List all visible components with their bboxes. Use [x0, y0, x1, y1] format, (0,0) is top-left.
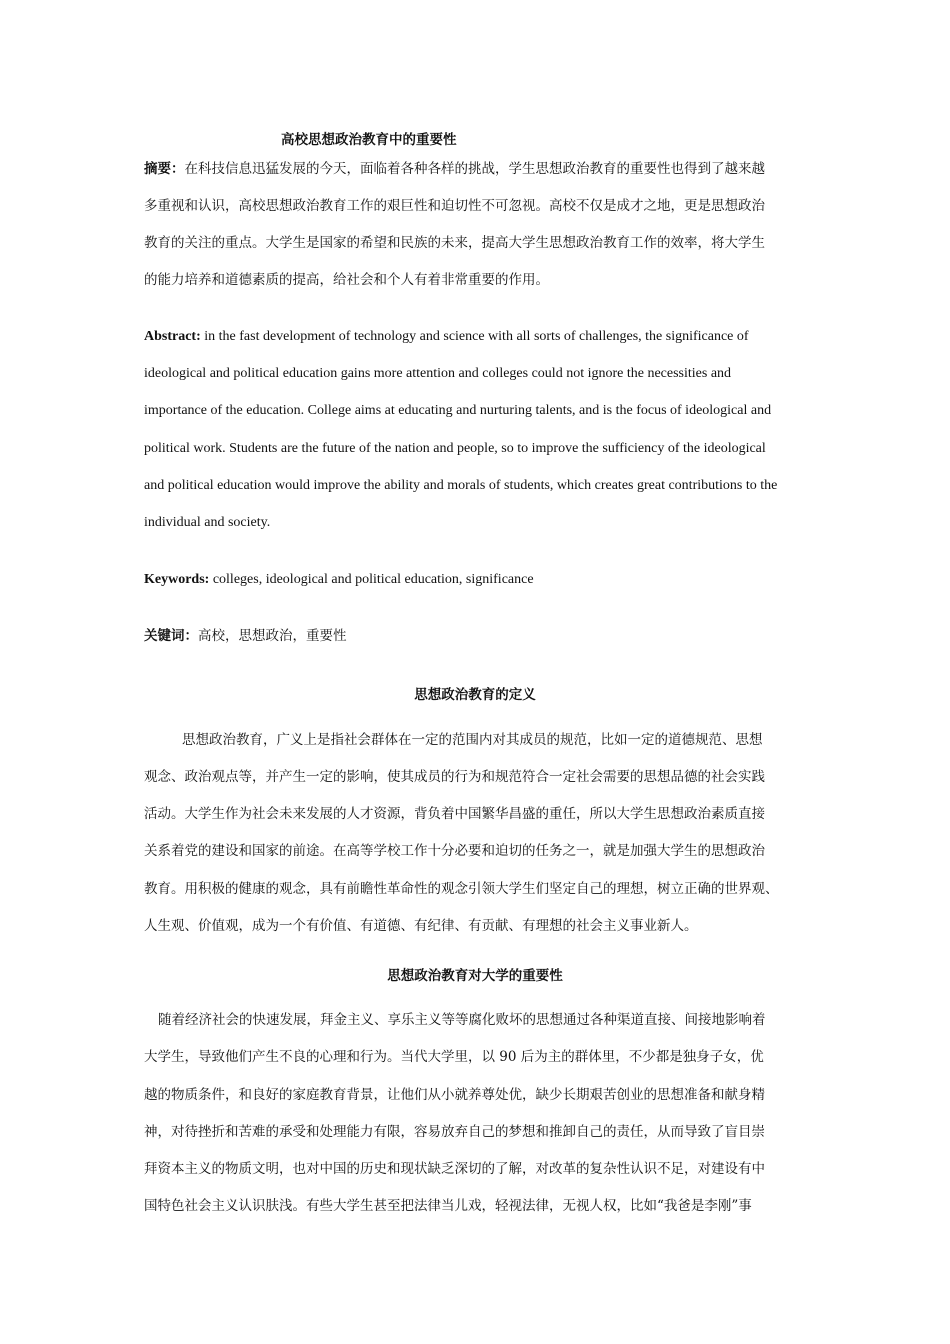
abstract-en-text: in the fast development of technology and science with all sorts of challenges, the significance of [200, 329, 749, 344]
section-2-line-6: 国特色社会主义认识肤浅。有些大学生甚至把法律当儿戏，轻视法律，无视人权，比如“我爸是李刚”事 [144, 1198, 752, 1214]
section-1-line-5: 教育。用积极的健康的观念，具有前瞻性革命性的观念引领大学生们坚定自己的理想，树立正确的世界观、 [144, 881, 779, 897]
keywords-cn-label: 关键词： [144, 628, 198, 644]
section-2-heading: 思想政治教育对大学的重要性 [387, 968, 563, 984]
keywords-en [144, 571, 534, 589]
section-2-line-3: 越的物质条件，和良好的家庭教育背景，让他们从小就养尊处优，缺少长期艰苦创业的思想准备和献身精 [144, 1087, 765, 1103]
abstract-en-label: Abstract: [144, 329, 201, 344]
section-1-line-6: 人生观、价值观，成为一个有价值、有道德、有纪律、有贡献、有理想的社会主义事业新人。 [144, 918, 698, 934]
section-1-line-2: 观念、政治观点等，并产生一定的影响，使其成员的行为和规范符合一定社会需要的思想品德的社会实践 [144, 769, 765, 785]
keywords-cn [144, 627, 347, 645]
abstract-en-line-5: and political education would improve the ability and morals of students, which creates great contributions to the [144, 478, 778, 493]
abstract-en-line-4: political work. Students are the future of the nation and people, so to improve the sufficiency of the ideological [144, 441, 766, 456]
section-1-line-1: 思想政治教育，广义上是指社会群体在一定的范围内对其成员的规范，比如一定的道德规范、思想 [182, 732, 763, 748]
abstract-en-line-6: individual and society. [144, 515, 271, 530]
abstract-cn-label: 摘要： [144, 161, 185, 177]
keywords-cn-text: 高校，思想政治，重要性 [198, 628, 347, 644]
section-1-line-4: 关系着党的建设和国家的前途。在高等学校工作十分必要和迫切的任务之一，就是加强大学生的思想政治 [144, 843, 765, 859]
section-1-line-3: 活动。大学生作为社会未来发展的人才资源，背负着中国繁华昌盛的重任，所以大学生思想政治素质直接 [144, 806, 765, 822]
abstract-en-line-1 [144, 328, 749, 346]
abstract-cn-line-2: 多重视和认识，高校思想政治教育工作的艰巨性和迫切性不可忽视。高校不仅是成才之地，更是思想政治 [144, 198, 765, 214]
section-2-line-4: 神，对待挫折和苦难的承受和处理能力有限，容易放弃自己的梦想和推卸自己的责任，从而导致了盲目崇 [144, 1124, 765, 1140]
keywords-en-label: Keywords: [144, 572, 210, 587]
abstract-cn-line-1 [144, 160, 765, 178]
abstract-en-line-2: ideological and political education gains more attention and colleges could not ignore the necessities and [144, 366, 732, 381]
abstract-cn-line-3: 教育的关注的重点。大学生是国家的希望和民族的未来，提高大学生思想政治教育工作的效率，将大学生 [144, 235, 765, 251]
document-title: 高校思想政治教育中的重要性 [281, 132, 457, 148]
section-1-heading: 思想政治教育的定义 [414, 687, 536, 703]
section-2-line-1: 随着经济社会的快速发展，拜金主义、享乐主义等等腐化败坏的思想通过各种渠道直接、间接地影响着 [158, 1012, 766, 1028]
section-2-line-2: 大学生，导致他们产生不良的心理和行为。当代大学里，以 90 后为主的群体里，不少都是独身子女，优 [144, 1049, 764, 1065]
abstract-cn-line-4: 的能力培养和道德素质的提高，给社会和个人有着非常重要的作用。 [144, 272, 549, 288]
abstract-cn-text: 在科技信息迅猛发展的今天，面临着各种各样的挑战，学生思想政治教育的重要性也得到了越来越 [184, 161, 765, 177]
keywords-en-text: colleges, ideological and political education, significance [209, 572, 534, 587]
section-2-line-5: 拜资本主义的物质文明，也对中国的历史和现状缺乏深切的了解，对改革的复杂性认识不足，对建设有中 [144, 1161, 765, 1177]
abstract-en-line-3: importance of the education. College aims at educating and nurturing talents, and is the focus of ideological and [144, 403, 772, 418]
